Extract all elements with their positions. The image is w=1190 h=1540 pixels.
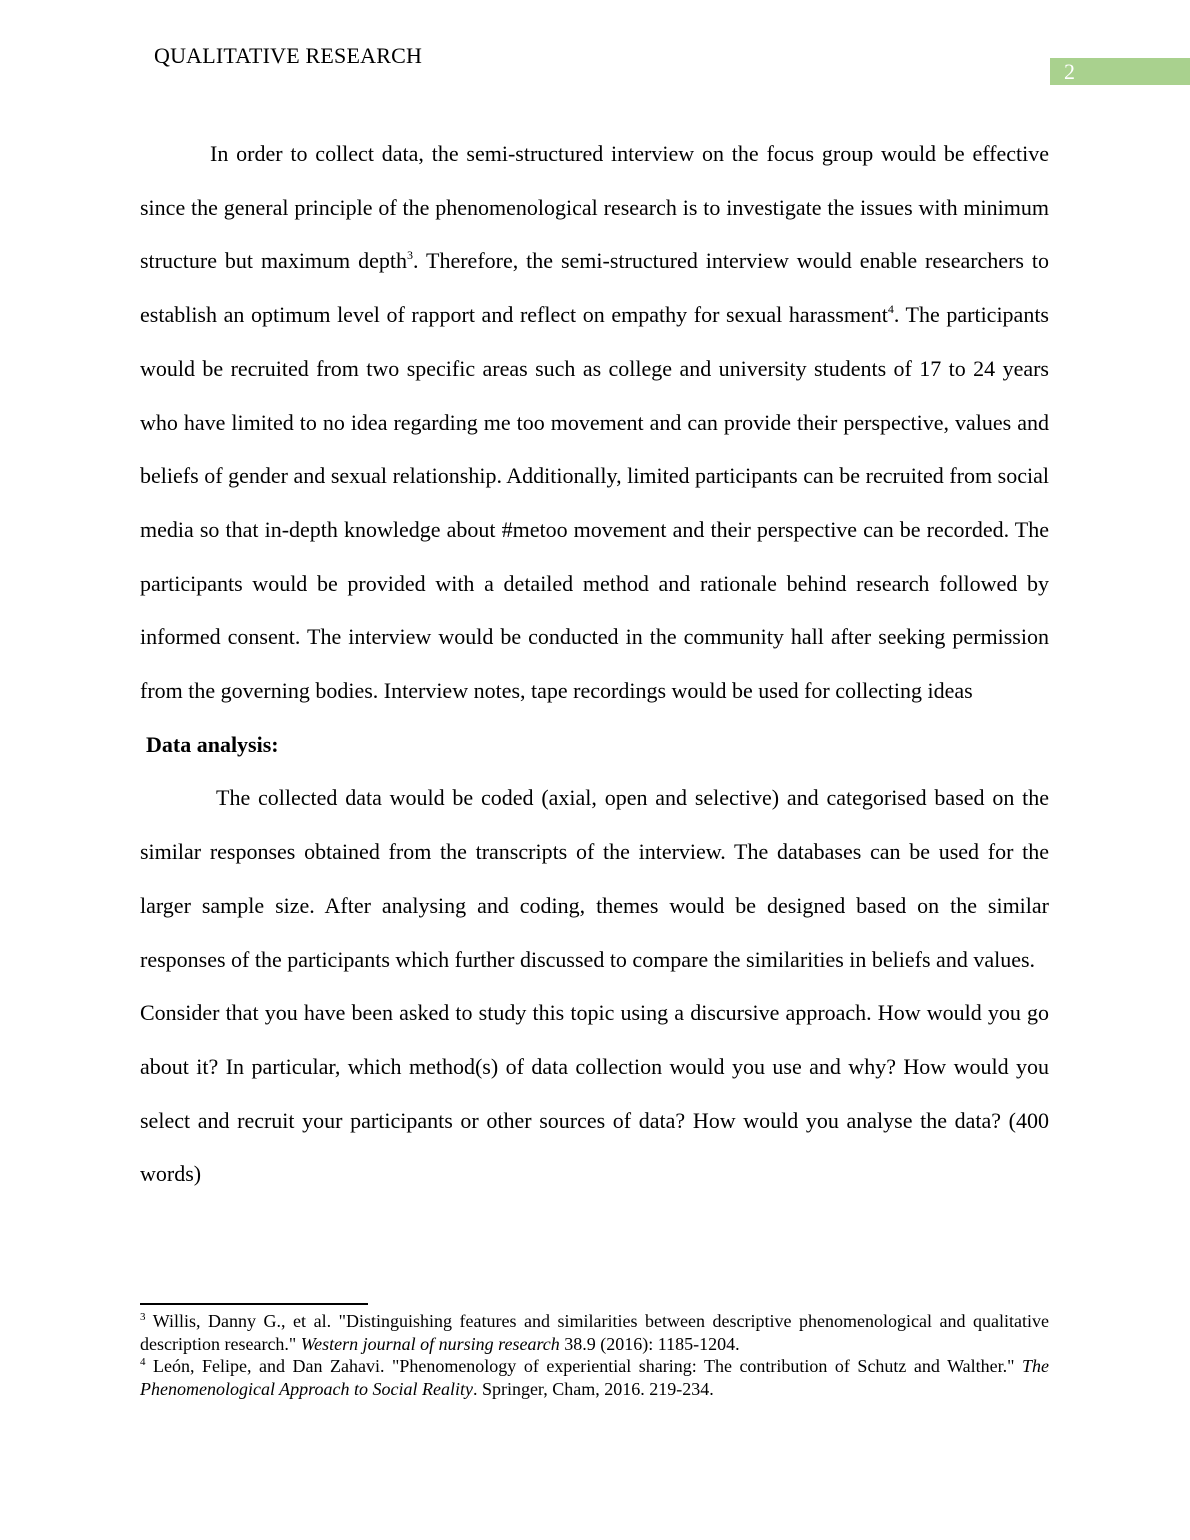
footnote-reference-4[interactable]: 4	[887, 302, 894, 317]
page-number: 2	[1064, 59, 1075, 84]
footnote-citation-tail: 38.9 (2016): 1185-1204.	[559, 1333, 740, 1354]
section-heading-data-analysis: Data analysis:	[146, 731, 279, 757]
footnote-mark: 3	[140, 1311, 146, 1323]
running-head: QUALITATIVE RESEARCH	[154, 43, 423, 68]
footnote-separator	[140, 1303, 368, 1305]
footnote-text: Willis, Danny G., et al. "Distinguishing features and similarities between descriptive phenomenological and qualitative description research."	[140, 1311, 1049, 1354]
footnote-source-title: The Phenomenological Approach to Social Reality	[140, 1356, 1049, 1399]
paragraph-data-analysis: The collected data would be coded (axial, open and selective) and categorised based on the similar responses obtained from the transcripts of the interview. The databases can be used for the larger sample size. After analysing and coding, themes would be designed based on the similar responses of the participants which further discussed to compare the similarities in beliefs and values.	[140, 785, 1049, 972]
paragraph-text: In order to collect data, the semi-structured interview on the focus group would be effective since the general principle of the phenomenological research is to investigate the issues with minimum structure but maximum depth	[140, 141, 1049, 274]
footnote-mark: 4	[140, 1356, 146, 1368]
paragraph-data-collection	[140, 127, 1049, 718]
footnote-reference-3[interactable]: 3	[406, 248, 413, 263]
paragraph-text: . The participants would be recruited from two specific areas such as college and university students of 17 to 24 years who have limited to no idea regarding me too movement and can provide their perspective, values and beliefs of gender and sexual relationship. Additionally, limited participants can be recruited from social media so that in-depth knowledge about #metoo movement and their perspective can be recorded. The participants would be provided with a detailed method and rationale behind research followed by informed consent. The interview would be conducted in the community hall after seeking permission from the governing bodies. Interview notes, tape recordings would be used for collecting ideas	[140, 302, 1049, 704]
footnote-citation-tail: . Springer, Cham, 2016. 219-234.	[472, 1378, 714, 1399]
footnote-text: León, Felipe, and Dan Zahavi. "Phenomenology of experiential sharing: The contribution of Schutz and Walther."	[145, 1356, 1022, 1376]
footnote-3	[140, 1310, 1049, 1355]
document-body	[140, 127, 1049, 1201]
footnote-4	[140, 1355, 1049, 1400]
paragraph-question: Consider that you have been asked to study this topic using a discursive approach. How would you go about it? In particular, which method(s) of data collection would you use and why? How would you select and recruit your participants or other sources of data? How would you analyse the data? (400 words)	[140, 1000, 1049, 1187]
footnote-source-title: Western journal of nursing research	[300, 1333, 560, 1354]
footnotes	[140, 1310, 1049, 1400]
page-number-badge	[1050, 58, 1190, 85]
paragraph-text: . Therefore, the semi-structured interview would enable researchers to establish an optimum level of rapport and reflect on empathy for sexual harassment	[140, 248, 1050, 328]
